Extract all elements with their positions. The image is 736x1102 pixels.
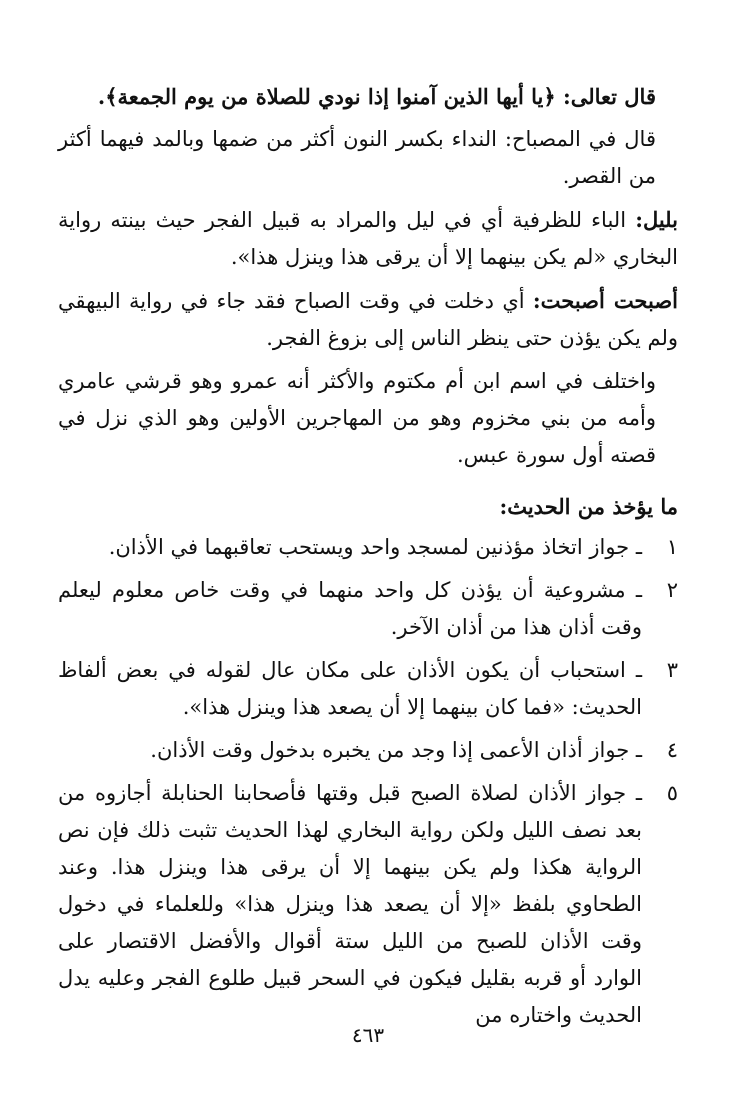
list-item	[58, 572, 678, 646]
item-text: ـ مشروعية أن يؤذن كل واحد منهما في وقت خاص معلوم ليعلم وقت أذان هذا من أذان الآخر.	[58, 578, 642, 639]
section-heading: ما يؤخذ من الحديث:	[499, 494, 678, 519]
list-item	[58, 775, 678, 1034]
list-item	[58, 529, 678, 566]
gloss-entry	[58, 201, 678, 276]
misbah-line: قال في المصباح: النداء بكسر النون أكثر من ضمها وبالمد فيهما أكثر من القصر.	[58, 127, 656, 188]
note-paragraph: واختلف في اسم ابن أم مكتوم والأكثر أنه عمرو وهو قرشي عامري وأمه من بني مخزوم وهو من المهاجرين الأولين وهو الذي نزل في قصته أول سورة عبس.	[58, 369, 656, 467]
book-page	[58, 78, 678, 1062]
gloss-term: بليل:	[635, 207, 678, 232]
gloss-text: أي دخلت في وقت الصباح فقد جاء في رواية البيهقي ولم يكن يؤذن حتى ينظر الناس إلى بزوغ الفجر.	[58, 289, 678, 350]
item-number: ٣	[666, 658, 678, 682]
page-number: ٤٦٣	[351, 1023, 385, 1047]
item-number: ١	[666, 535, 678, 559]
item-text: ـ جواز اتخاذ مؤذنين لمسجد واحد ويستحب تعاقبهما في الأذان.	[108, 535, 642, 559]
list-item	[58, 652, 678, 726]
verse-line: قال تعالى: ﴿يا أيها الذين آمنوا إذا نودي للصلاة من يوم الجمعة﴾.	[97, 84, 656, 109]
item-number: ٢	[666, 578, 678, 602]
item-text: ـ جواز الأذان لصلاة الصبح قبل وقتها فأصحابنا الحنابلة أجازوه من بعد نصف الليل ولكن رواية البخاري لهذا الحديث تثبت ذلك فإن نص الرواية هكذا ولم يكن بينهما إلا أن يرقى هذا وينزل هذا. وعند الطحاوي بلفظ «إلا أن يصعد هذا وينزل هذا» وللعلماء في دخول وقت الأذان للصبح من الليل ستة أقوال والأفضل الاقتصار على الوارد أو قربه بقليل فيكون في السحر قبيل طلوع الفجر وعليه يدل الحديث واختاره من	[58, 781, 642, 1027]
item-text: ـ جواز أذان الأعمى إذا وجد من يخبره بدخول وقت الأذان.	[150, 738, 642, 762]
gloss-text: الباء للظرفية أي في ليل والمراد به قبيل الفجر حيث بينته رواية البخاري «لم يكن بينهما إلا أن يرقى هذا وينزل هذا».	[58, 208, 678, 269]
gloss-term: أصبحت أصبحت:	[532, 288, 678, 313]
gloss-entry	[58, 282, 678, 357]
item-number: ٥	[666, 781, 678, 805]
item-number: ٤	[666, 738, 678, 762]
list-item	[58, 732, 678, 769]
item-text: ـ استحباب أن يكون الأذان على مكان عال لقوله في بعض ألفاظ الحديث: «فما كان بينهما إلا أن يصعد هذا وينزل هذا».	[58, 658, 642, 719]
